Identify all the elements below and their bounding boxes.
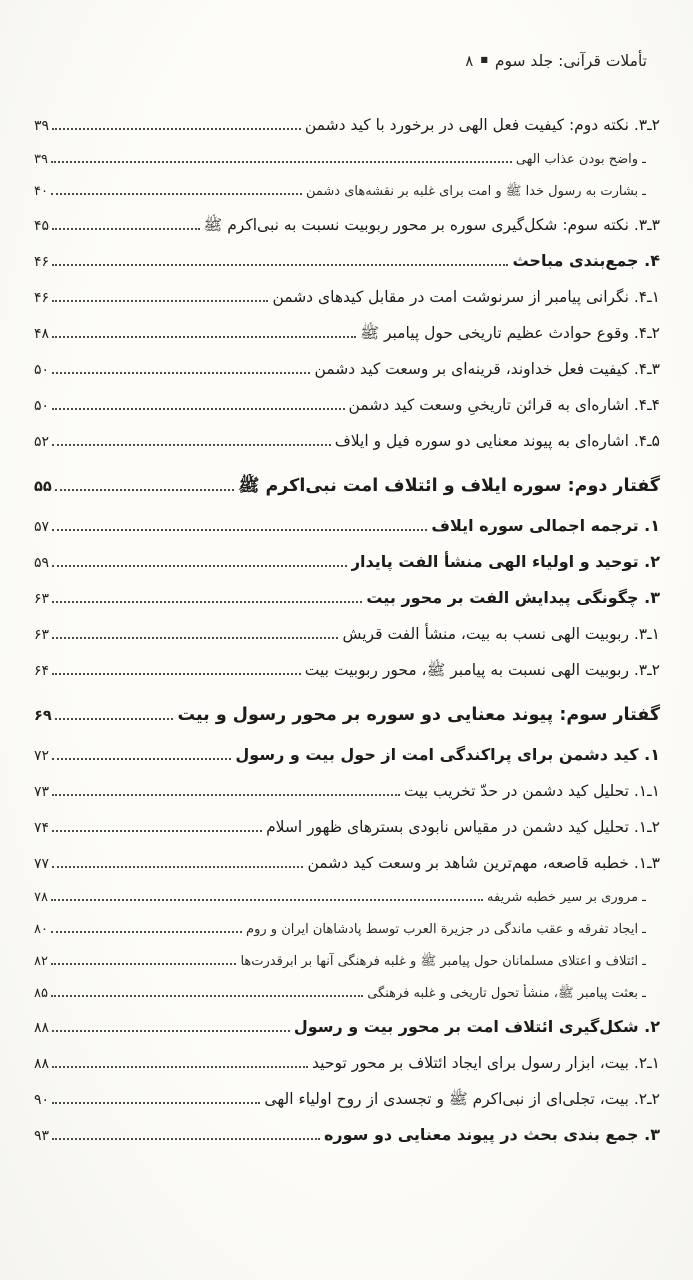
dotted-leader [52, 830, 262, 832]
entry-page-number: ۵۰ [34, 362, 50, 378]
entry-title: ۳ـ۳. نکته سوم: شکل‌گیری سوره بر محور ربوبیت نسبت به نبی‌اکرم ﷺ [203, 216, 660, 234]
entry-page-number: ۸۸ [34, 1056, 50, 1072]
entry-title: ۳. جمع بندی بحث در پیوند معنایی دو سوره [323, 1125, 660, 1144]
entry-title: ـ واضح بودن عذاب الهی [515, 152, 646, 167]
toc-entry [34, 623, 660, 645]
toc-entry [34, 430, 660, 452]
entry-title: ۱ـ۳. ربوبیت الهی نسب به بیت، منشأ الفت قریش [342, 625, 660, 643]
entry-page-number: ۸۲ [34, 954, 48, 969]
entry-page-number: ۹۳ [34, 1128, 50, 1144]
entry-title: ۱. کید دشمن برای پراکندگی امت از حول بیت و رسول [235, 745, 660, 764]
entry-page-number: ۵۷ [34, 519, 50, 535]
dotted-leader [52, 128, 301, 130]
dotted-leader [52, 336, 356, 338]
toc-entry [34, 551, 660, 573]
toc-entry [34, 659, 660, 681]
toc-entry [34, 816, 660, 838]
toc-entry [34, 474, 660, 499]
toc-entry [34, 780, 660, 802]
toc-entry [34, 1088, 660, 1110]
toc-entry [34, 703, 660, 728]
entry-title: ۳ـ۴. کیفیت فعل خداوند، قرینه‌ای بر وسعت کید دشمن [314, 360, 660, 378]
entry-title: ۱ـ۲. بیت، ابزار رسول برای ایجاد ائتلاف بر محور توحید [312, 1054, 660, 1072]
entry-title: ۲ـ۱. تحلیل کید دشمن در مقیاس نابودی بسترهای ظهور اسلام [266, 818, 660, 836]
dotted-leader [52, 637, 338, 639]
dotted-leader [51, 899, 483, 901]
entry-title: ۲ـ۲. بیت، تجلی‌ای از نبی‌اکرم ﷺ و تجسدی از روح اولیاء الهی [264, 1090, 660, 1108]
toc-entry [34, 1124, 660, 1146]
entry-page-number: ۶۳ [34, 627, 50, 643]
page-number: ۸ [465, 52, 474, 70]
toc-entry [34, 1016, 660, 1038]
entry-page-number: ۵۲ [34, 434, 50, 450]
book-title: تأملات قرآنی: جلد سوم [494, 52, 647, 70]
entry-page-number: ۵۰ [34, 398, 50, 414]
entry-title: ۱ـ۱. تحلیل کید دشمن در حدّ تخریب بیت [403, 782, 660, 800]
dotted-leader [55, 718, 174, 720]
entry-page-number: ۳۹ [34, 152, 48, 167]
running-header [34, 52, 647, 70]
dotted-leader [52, 758, 231, 760]
entry-title: ۲ـ۳. نکته دوم: کیفیت فعل الهی در برخورد با کید دشمن [304, 116, 660, 134]
entry-page-number: ۶۹ [34, 708, 52, 724]
dotted-leader [52, 444, 331, 446]
entry-title: ـ بشارت به رسول خدا ﷺ و امت برای غلبه بر نقشه‌های دشمن [305, 184, 646, 199]
dotted-leader [52, 1102, 260, 1104]
dotted-leader [52, 264, 508, 266]
entry-page-number: ۵۵ [34, 479, 52, 495]
toc-entry [34, 358, 660, 380]
dotted-leader [52, 408, 344, 410]
entry-page-number: ۴۰ [34, 184, 48, 199]
toc-entry [34, 114, 660, 136]
entry-title: ـ بعثت پیامبر ﷺ، منشأ تحول تاریخی و غلبه فرهنگی [367, 986, 646, 1001]
toc-entry [34, 250, 660, 272]
dotted-leader [52, 794, 400, 796]
entry-page-number: ۷۲ [34, 748, 50, 764]
entry-page-number: ۷۴ [34, 820, 50, 836]
dotted-leader [52, 300, 268, 302]
entry-page-number: ۵۹ [34, 555, 50, 571]
entry-title: ـ ائتلاف و اعتلای مسلمانان حول پیامبر ﷺ و غلبه فرهنگی آنها بر ابرقدرت‌ها [240, 954, 646, 969]
entry-page-number: ۴۶ [34, 290, 50, 306]
entry-page-number: ۸۸ [34, 1020, 50, 1036]
entry-title: ۲ـ۳. ربوبیت الهی نسبت به پیامبر ﷺ، محور ربوبیت بیت [304, 661, 660, 679]
entry-title: ۳. چگونگی پیدایش الفت بر محور بیت [366, 588, 660, 607]
toc-entry [34, 515, 660, 537]
dotted-leader [52, 1138, 320, 1140]
entry-page-number: ۷۳ [34, 784, 50, 800]
entry-page-number: ۸۰ [34, 922, 48, 937]
entry-title: ۵ـ۴. اشاره‌ای به پیوند معنایی دو سوره فیل و ایلاف [334, 432, 660, 450]
entry-page-number: ۶۴ [34, 663, 50, 679]
entry-title: گفتار سوم: پیوند معنایی دو سوره بر محور رسول و بیت [177, 705, 660, 725]
entry-page-number: ۹۰ [34, 1092, 50, 1108]
dotted-leader [52, 1066, 308, 1068]
square-bullet-icon: ■ [480, 55, 488, 64]
dotted-leader [51, 931, 242, 933]
entry-title: ۲ـ۴. وقوع حوادث عظیم تاریخی حول پیامبر ﷺ [360, 324, 660, 342]
dotted-leader [52, 1030, 290, 1032]
entry-page-number: ۷۸ [34, 890, 48, 905]
dotted-leader [52, 529, 427, 531]
toc-entry [34, 394, 660, 416]
entry-title: ـ ایجاد تفرقه و عقب ماندگی در جزیرة العرب توسط پادشاهان ایران و روم [246, 922, 646, 937]
dotted-leader [52, 565, 347, 567]
entry-page-number: ۸۵ [34, 986, 48, 1001]
entry-page-number: ۷۷ [34, 856, 50, 872]
entry-page-number: ۳۹ [34, 118, 50, 134]
dotted-leader [52, 673, 301, 675]
entry-title: ۴. جمع‌بندی مباحث [512, 251, 660, 270]
dotted-leader [52, 866, 303, 868]
dotted-leader [52, 372, 310, 374]
toc-entry [34, 744, 660, 766]
dotted-leader [52, 601, 362, 603]
entry-title: گفتار دوم: سوره ایلاف و ائتلاف امت نبی‌اکرم ﷺ [238, 476, 660, 496]
entry-page-number: ۴۸ [34, 326, 50, 342]
toc-entry [34, 952, 660, 971]
toc-entry [34, 920, 660, 939]
toc-entry [34, 984, 660, 1003]
dotted-leader [51, 963, 236, 965]
dotted-leader [51, 995, 363, 997]
toc-entry [34, 182, 660, 201]
entry-page-number: ۴۶ [34, 254, 50, 270]
entry-title: ـ مروری بر سیر خطبه شریفه [487, 890, 646, 905]
entry-title: ۴ـ۴. اشاره‌ای به قرائن تاریخیِ وسعت کید دشمن [348, 396, 660, 414]
entry-title: ۱ـ۴. نگرانی پیامبر از سرنوشت امت در مقابل کیدهای دشمن [272, 288, 660, 306]
toc-entry [34, 587, 660, 609]
entry-title: ۲. توحید و اولیاء الهی منشأ الفت پایدار [350, 552, 660, 571]
toc-entry [34, 322, 660, 344]
toc-entry [34, 214, 660, 236]
entry-page-number: ۶۳ [34, 591, 50, 607]
dotted-leader [51, 161, 512, 163]
toc-entry [34, 1052, 660, 1074]
table-of-contents [34, 114, 660, 1146]
dotted-leader [55, 489, 235, 491]
entry-title: ۱. ترجمه اجمالی سوره ایلاف [431, 516, 660, 535]
toc-entry [34, 852, 660, 874]
entry-page-number: ۴۵ [34, 218, 50, 234]
dotted-leader [51, 193, 302, 195]
entry-title: ۲. شکل‌گیری ائتلاف امت بر محور بیت و رسول [293, 1017, 660, 1036]
toc-entry [34, 150, 660, 169]
toc-entry [34, 286, 660, 308]
toc-entry [34, 888, 660, 907]
dotted-leader [52, 228, 200, 230]
entry-title: ۳ـ۱. خطبه قاصعه، مهم‌ترین شاهد بر وسعت کید دشمن [307, 854, 660, 872]
